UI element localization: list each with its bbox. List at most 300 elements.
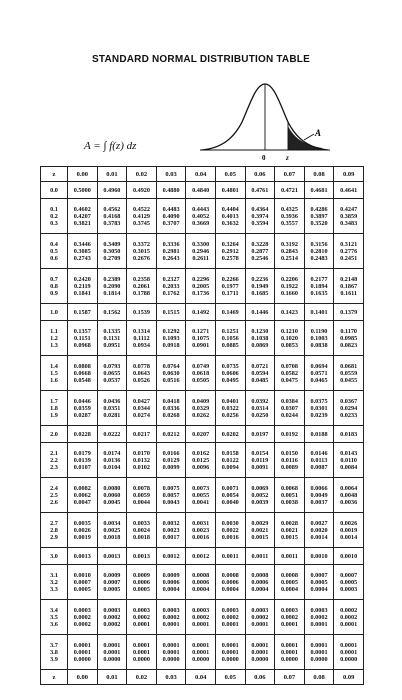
- probability-value: 0.0314: [251, 404, 269, 412]
- probability-value: 0.1922: [280, 282, 298, 290]
- probability-value: 0.0436: [103, 397, 121, 405]
- probability-value: 0.0000: [162, 655, 180, 663]
- probability-cell: [68, 635, 98, 670]
- probability-value: 0.0005: [280, 578, 298, 586]
- probability-value: 0.0001: [310, 648, 328, 656]
- probability-value: 0.0002: [132, 613, 150, 621]
- probability-value: 0.4641: [340, 186, 358, 194]
- probability-value: 0.0401: [221, 397, 239, 405]
- probability-value: 0.0009: [162, 571, 180, 579]
- probability-value: 0.2236: [251, 275, 269, 283]
- probability-cell: [127, 304, 157, 321]
- probability-cell: [156, 269, 186, 304]
- probability-value: 0.3897: [310, 212, 328, 220]
- probability-value: 0.0000: [132, 655, 150, 663]
- probability-cell: [68, 182, 98, 199]
- z-value-cell: [41, 269, 68, 304]
- probability-cell: [68, 199, 98, 234]
- probability-cell: [186, 304, 216, 321]
- probability-value: 0.3336: [162, 240, 180, 248]
- probability-value: 0.0212: [162, 430, 180, 438]
- probability-value: 0.4013: [221, 212, 239, 220]
- probability-value: 0.2514: [280, 254, 298, 262]
- probability-value: 0.4483: [162, 205, 180, 213]
- z-value: 0.0: [50, 186, 58, 194]
- probability-value: 0.0028: [280, 519, 298, 527]
- probability-value: 0.0166: [162, 449, 180, 457]
- probability-value: 0.1112: [133, 334, 150, 342]
- probability-cell: [156, 182, 186, 199]
- probability-value: 0.2946: [192, 247, 210, 255]
- probability-cell: [304, 199, 334, 234]
- probability-value: 0.0010: [73, 571, 91, 579]
- probability-value: 0.3264: [221, 240, 239, 248]
- probability-cell: [215, 548, 245, 565]
- probability-value: 0.1841: [73, 289, 91, 297]
- probability-cell: [304, 443, 334, 478]
- probability-value: 0.0003: [251, 606, 269, 614]
- probability-cell: [68, 426, 98, 443]
- probability-cell: [304, 182, 334, 199]
- probability-value: 0.0001: [132, 648, 150, 656]
- probability-cell: [304, 548, 334, 565]
- probability-value: 0.1038: [251, 334, 269, 342]
- z-value: 2.6: [50, 498, 58, 506]
- probability-value: 0.2676: [132, 254, 150, 262]
- column-header: z: [41, 167, 68, 182]
- probability-cell: [275, 443, 305, 478]
- probability-value: 0.0202: [221, 430, 239, 438]
- probability-value: 0.0021: [280, 526, 298, 534]
- probability-value: 0.0043: [162, 498, 180, 506]
- probability-value: 0.0007: [103, 578, 121, 586]
- probability-value: 0.2810: [310, 247, 328, 255]
- z-value-cell: [41, 565, 68, 600]
- z-value: 1.5: [50, 369, 58, 377]
- probability-value: 0.3669: [192, 219, 210, 227]
- probability-value: 0.2327: [162, 275, 180, 283]
- probability-value: 0.1685: [251, 289, 269, 297]
- probability-value: 0.0808: [73, 362, 91, 370]
- probability-cell: [304, 513, 334, 548]
- probability-value: 0.0217: [132, 430, 150, 438]
- probability-value: 0.0853: [280, 341, 298, 349]
- column-header: 0.04: [186, 167, 216, 182]
- probability-value: 0.0446: [73, 397, 91, 405]
- probability-value: 0.0170: [132, 449, 150, 457]
- probability-cell: [97, 548, 127, 565]
- probability-cell: [186, 548, 216, 565]
- probability-value: 0.0078: [132, 484, 150, 492]
- probability-value: 0.0548: [73, 376, 91, 384]
- z-value: 0.8: [50, 282, 58, 290]
- probability-value: 0.3192: [280, 240, 298, 248]
- probability-value: 0.0749: [192, 362, 210, 370]
- probability-value: 0.0869: [251, 341, 269, 349]
- probability-value: 0.0778: [132, 362, 150, 370]
- probability-cell: [275, 269, 305, 304]
- z-value: 1.8: [50, 404, 58, 412]
- probability-value: 0.0001: [73, 648, 91, 656]
- probability-cell: [156, 304, 186, 321]
- z-value-cell: [41, 321, 68, 356]
- table-row: [41, 513, 364, 548]
- probability-value: 0.0307: [280, 404, 298, 412]
- probability-cell: [215, 478, 245, 513]
- probability-value: 0.0885: [221, 341, 239, 349]
- probability-value: 0.0013: [103, 552, 121, 560]
- column-header: 0.00: [68, 670, 98, 685]
- probability-cell: [186, 269, 216, 304]
- z-value: 3.7: [50, 641, 58, 649]
- probability-value: 0.0001: [280, 641, 298, 649]
- probability-value: 0.0630: [162, 369, 180, 377]
- table-row: [41, 478, 364, 513]
- probability-cell: [245, 391, 275, 426]
- probability-cell: [304, 321, 334, 356]
- probability-value: 0.0125: [192, 456, 210, 464]
- probability-value: 0.0054: [221, 491, 239, 499]
- probability-value: 0.0668: [73, 369, 91, 377]
- probability-value: 0.1292: [162, 327, 180, 335]
- z-value: 1.3: [50, 341, 58, 349]
- probability-value: 0.0559: [340, 369, 358, 377]
- probability-value: 0.2206: [280, 275, 298, 283]
- probability-cell: [275, 600, 305, 635]
- probability-value: 0.0418: [162, 397, 180, 405]
- probability-cell: [334, 199, 364, 234]
- z-value: 3.6: [50, 620, 58, 628]
- probability-cell: [97, 600, 127, 635]
- probability-cell: [334, 182, 364, 199]
- probability-cell: [127, 321, 157, 356]
- probability-value: 0.0084: [340, 463, 358, 471]
- probability-value: 0.1515: [162, 308, 180, 316]
- column-header: 0.09: [334, 670, 364, 685]
- probability-value: 0.4602: [73, 205, 91, 213]
- probability-value: 0.0041: [192, 498, 210, 506]
- probability-value: 0.0001: [162, 648, 180, 656]
- z-value: 0.5: [50, 247, 58, 255]
- probability-value: 0.0012: [162, 552, 180, 560]
- probability-value: 0.0004: [310, 585, 328, 593]
- probability-value: 0.0188: [310, 430, 328, 438]
- probability-value: 0.0244: [280, 411, 298, 419]
- probability-value: 0.0150: [280, 449, 298, 457]
- z-value-cell: [41, 304, 68, 321]
- probability-value: 0.0006: [162, 578, 180, 586]
- probability-value: 0.0014: [310, 533, 328, 541]
- probability-cell: [245, 426, 275, 443]
- probability-value: 0.0001: [132, 641, 150, 649]
- probability-value: 0.0003: [340, 585, 358, 593]
- probability-value: 0.4761: [251, 186, 269, 194]
- probability-value: 0.1587: [73, 308, 91, 316]
- probability-value: 0.0013: [73, 552, 91, 560]
- probability-value: 0.3050: [103, 247, 121, 255]
- probability-value: 0.0020: [310, 526, 328, 534]
- probability-value: 0.0001: [103, 648, 121, 656]
- probability-cell: [68, 304, 98, 321]
- probability-value: 0.3594: [251, 219, 269, 227]
- probability-value: 0.0158: [221, 449, 239, 457]
- probability-value: 0.3015: [132, 247, 150, 255]
- z-value: 2.5: [50, 491, 58, 499]
- probability-value: 0.2033: [162, 282, 180, 290]
- probability-value: 0.2483: [310, 254, 328, 262]
- probability-value: 0.2912: [221, 247, 239, 255]
- probability-value: 0.0001: [340, 648, 358, 656]
- probability-value: 0.0016: [192, 533, 210, 541]
- probability-value: 0.0104: [103, 463, 121, 471]
- probability-value: 0.1271: [192, 327, 210, 335]
- probability-value: 0.0002: [73, 613, 91, 621]
- probability-value: 0.0023: [192, 526, 210, 534]
- column-header: 0.05: [215, 670, 245, 685]
- probability-value: 0.0062: [73, 491, 91, 499]
- probability-value: 0.2148: [340, 275, 358, 283]
- probability-cell: [97, 269, 127, 304]
- probability-value: 0.0001: [340, 641, 358, 649]
- probability-value: 0.0091: [251, 463, 269, 471]
- probability-cell: [215, 513, 245, 548]
- z-value: 3.8: [50, 648, 58, 656]
- z-value-cell: [41, 478, 68, 513]
- area-pointer: [304, 134, 314, 140]
- z-value: 1.1: [50, 327, 58, 335]
- probability-value: 0.0030: [221, 519, 239, 527]
- probability-value: 0.0001: [310, 641, 328, 649]
- normal-curve-diagram: [200, 76, 330, 162]
- probability-value: 0.2090: [103, 282, 121, 290]
- probability-value: 0.0069: [251, 484, 269, 492]
- probability-value: 0.0005: [310, 578, 328, 586]
- probability-cell: [97, 182, 127, 199]
- probability-value: 0.4721: [280, 186, 298, 194]
- probability-value: 0.0002: [73, 620, 91, 628]
- probability-cell: [68, 443, 98, 478]
- probability-cell: [334, 600, 364, 635]
- column-header: 0.06: [245, 670, 275, 685]
- probability-cell: [334, 443, 364, 478]
- probability-value: 0.0002: [280, 613, 298, 621]
- probability-value: 0.0007: [310, 571, 328, 579]
- probability-cell: [68, 478, 98, 513]
- probability-value: 0.0228: [73, 430, 91, 438]
- probability-value: 0.1977: [221, 282, 239, 290]
- probability-value: 0.0018: [132, 533, 150, 541]
- probability-value: 0.0004: [251, 585, 269, 593]
- probability-value: 0.0934: [132, 341, 150, 349]
- probability-cell: [215, 269, 245, 304]
- probability-value: 0.0735: [221, 362, 239, 370]
- probability-value: 0.2420: [73, 275, 91, 283]
- probability-cell: [156, 565, 186, 600]
- probability-value: 0.1251: [221, 327, 239, 335]
- column-header: z: [41, 670, 68, 685]
- probability-value: 0.0047: [73, 498, 91, 506]
- probability-cell: [156, 513, 186, 548]
- probability-value: 0.0000: [103, 655, 121, 663]
- probability-value: 0.0119: [251, 456, 269, 464]
- probability-value: 0.0256: [221, 411, 239, 419]
- probability-value: 0.0250: [251, 411, 269, 419]
- probability-value: 0.0918: [162, 341, 180, 349]
- probability-cell: [215, 234, 245, 269]
- probability-value: 0.1056: [221, 334, 239, 342]
- probability-value: 0.0011: [251, 552, 269, 560]
- probability-cell: [275, 321, 305, 356]
- column-header: 0.02: [127, 167, 157, 182]
- probability-value: 0.0004: [221, 585, 239, 593]
- probability-value: 0.5000: [73, 186, 91, 194]
- probability-value: 0.1190: [310, 327, 328, 335]
- probability-cell: [68, 356, 98, 391]
- column-header: 0.09: [334, 167, 364, 182]
- z-value: 3.4: [50, 606, 58, 614]
- probability-value: 0.0000: [310, 655, 328, 663]
- probability-cell: [97, 391, 127, 426]
- probability-value: 0.0110: [340, 456, 358, 464]
- probability-value: 0.1762: [162, 289, 180, 297]
- probability-value: 0.0001: [192, 620, 210, 628]
- probability-value: 0.1562: [103, 308, 121, 316]
- probability-value: 0.0102: [132, 463, 150, 471]
- probability-value: 0.4681: [310, 186, 328, 194]
- probability-value: 0.0006: [221, 578, 239, 586]
- z-value: 2.1: [50, 449, 58, 457]
- probability-value: 0.2643: [162, 254, 180, 262]
- probability-value: 0.2177: [310, 275, 328, 283]
- probability-value: 0.3228: [251, 240, 269, 248]
- probability-value: 0.0099: [162, 463, 180, 471]
- probability-value: 0.0021: [251, 526, 269, 534]
- probability-value: 0.0087: [310, 463, 328, 471]
- probability-cell: [334, 548, 364, 565]
- probability-value: 0.4286: [310, 205, 328, 213]
- probability-value: 0.1151: [73, 334, 91, 342]
- probability-value: 0.3859: [340, 212, 358, 220]
- probability-cell: [186, 513, 216, 548]
- probability-value: 0.1093: [162, 334, 180, 342]
- probability-cell: [334, 391, 364, 426]
- probability-cell: [156, 426, 186, 443]
- probability-value: 0.0008: [221, 571, 239, 579]
- probability-cell: [156, 443, 186, 478]
- probability-value: 0.0262: [192, 411, 210, 419]
- probability-cell: [186, 182, 216, 199]
- probability-value: 0.0505: [192, 376, 210, 384]
- probability-value: 0.0000: [192, 655, 210, 663]
- probability-value: 0.1170: [340, 327, 358, 335]
- probability-value: 0.2709: [103, 254, 121, 262]
- probability-value: 0.0274: [132, 411, 150, 419]
- probability-value: 0.1210: [280, 327, 298, 335]
- z-value-cell: [41, 356, 68, 391]
- probability-cell: [245, 443, 275, 478]
- probability-value: 0.2877: [251, 247, 269, 255]
- probability-cell: [275, 391, 305, 426]
- probability-value: 0.1131: [103, 334, 121, 342]
- probability-value: 0.3483: [340, 219, 358, 227]
- probability-cell: [97, 321, 127, 356]
- z-value: 2.0: [50, 430, 58, 438]
- probability-value: 0.1003: [310, 334, 328, 342]
- z-value: 2.9: [50, 533, 58, 541]
- probability-value: 0.0132: [132, 456, 150, 464]
- table-row: [41, 635, 364, 670]
- z-value: 2.7: [50, 519, 58, 527]
- probability-value: 0.4364: [251, 205, 269, 213]
- probability-cell: [245, 182, 275, 199]
- probability-value: 0.1469: [221, 308, 239, 316]
- probability-cell: [186, 356, 216, 391]
- probability-cell: [304, 635, 334, 670]
- header-row: [41, 167, 364, 182]
- probability-value: 0.0001: [162, 620, 180, 628]
- probability-value: 0.4562: [103, 205, 121, 213]
- z-label: z: [286, 154, 289, 162]
- probability-cell: [68, 548, 98, 565]
- probability-cell: [127, 600, 157, 635]
- probability-value: 0.0516: [162, 376, 180, 384]
- probability-cell: [275, 513, 305, 548]
- probability-value: 0.1020: [280, 334, 298, 342]
- z-value: 1.7: [50, 397, 58, 405]
- probability-value: 0.0052: [251, 491, 269, 499]
- probability-value: 0.0096: [192, 463, 210, 471]
- probability-value: 0.0793: [103, 362, 121, 370]
- probability-value: 0.4247: [340, 205, 358, 213]
- z-value: 3.9: [50, 655, 58, 663]
- table-row: [41, 199, 364, 234]
- z-value-cell: [41, 426, 68, 443]
- probability-value: 0.0015: [280, 533, 298, 541]
- z-value: 1.6: [50, 376, 58, 384]
- probability-cell: [215, 443, 245, 478]
- probability-value: 0.0001: [221, 641, 239, 649]
- probability-value: 0.0082: [73, 484, 91, 492]
- probability-value: 0.0301: [310, 404, 328, 412]
- probability-value: 0.1357: [73, 327, 91, 335]
- probability-value: 0.0004: [162, 585, 180, 593]
- probability-value: 0.1635: [310, 289, 328, 297]
- column-header: 0.07: [275, 167, 305, 182]
- probability-cell: [334, 269, 364, 304]
- probability-value: 0.0143: [340, 449, 358, 457]
- probability-cell: [304, 391, 334, 426]
- probability-cell: [186, 635, 216, 670]
- probability-cell: [68, 321, 98, 356]
- probability-value: 0.0001: [73, 641, 91, 649]
- z-value-cell: [41, 635, 68, 670]
- probability-cell: [334, 635, 364, 670]
- z-value: 0.1: [50, 205, 58, 213]
- probability-value: 0.0008: [280, 571, 298, 579]
- z-value-cell: [41, 600, 68, 635]
- probability-cell: [127, 391, 157, 426]
- probability-cell: [275, 304, 305, 321]
- probability-value: 0.0026: [340, 519, 358, 527]
- probability-cell: [275, 548, 305, 565]
- probability-cell: [334, 234, 364, 269]
- probability-value: 0.0427: [132, 397, 150, 405]
- probability-cell: [304, 304, 334, 321]
- probability-cell: [68, 391, 98, 426]
- probability-value: 0.2843: [280, 247, 298, 255]
- probability-value: 0.0011: [221, 552, 239, 560]
- probability-value: 0.0003: [192, 606, 210, 614]
